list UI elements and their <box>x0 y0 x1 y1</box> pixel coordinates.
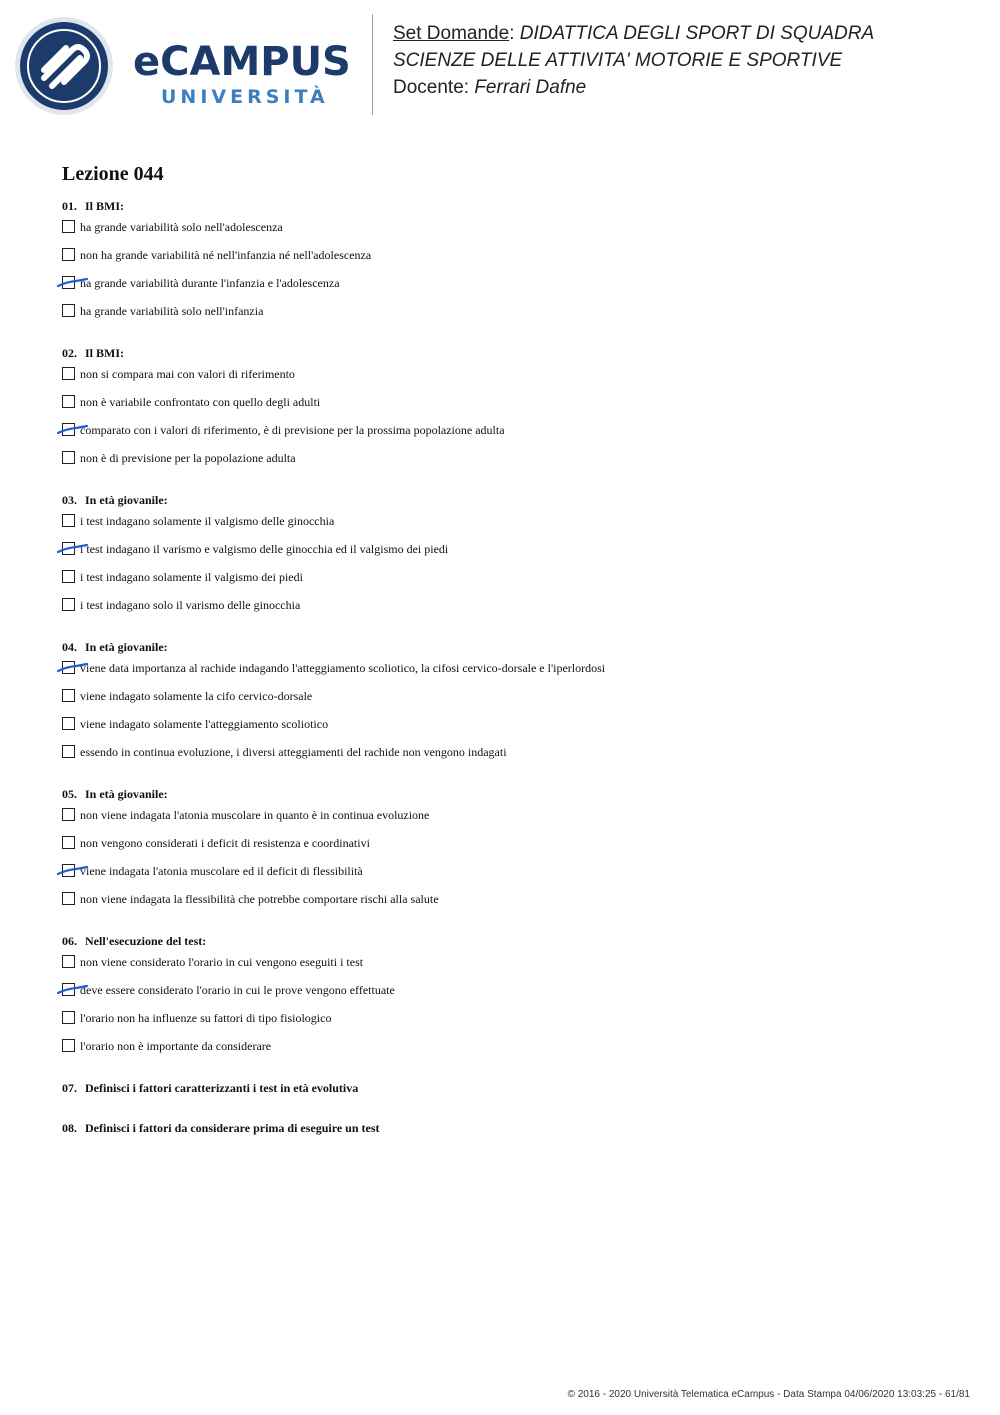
checkbox[interactable] <box>62 689 75 702</box>
checkbox[interactable] <box>62 836 75 849</box>
question-number: 03. <box>62 493 77 507</box>
answer-text: viene data importanza al rachide indagando l'atteggiamento scoliotico, la cifosi cervico-dorsale e l'iperlordosi <box>80 661 606 675</box>
pen-mark-icon <box>56 276 92 290</box>
teacher-name: Ferrari Dafne <box>474 77 587 98</box>
answer-option <box>62 512 962 540</box>
answer-option <box>62 715 962 743</box>
answer-text: i test indagano il varismo e valgismo delle ginocchia ed il valgismo dei piedi <box>80 542 449 556</box>
checkbox[interactable] <box>62 514 75 527</box>
answer-text: viene indagato solamente l'atteggiamento scoliotico <box>80 717 329 731</box>
question-number: 02. <box>62 346 77 360</box>
question-list <box>62 196 962 1158</box>
answer-option <box>62 1009 962 1037</box>
question <box>62 1078 962 1118</box>
question-title <box>62 490 962 512</box>
checkbox[interactable] <box>62 808 75 821</box>
question-text: In età giovanile: <box>85 787 168 801</box>
answer-text: l'orario non è importante da considerare <box>80 1039 272 1053</box>
checkbox[interactable] <box>62 745 75 758</box>
checkbox[interactable] <box>62 451 75 464</box>
question <box>62 931 962 1078</box>
question-text: In età giovanile: <box>85 493 168 507</box>
checkbox[interactable] <box>62 570 75 583</box>
header-teacher-line <box>393 76 993 103</box>
teacher-label: Docente: <box>393 77 475 98</box>
checkbox[interactable] <box>62 1011 75 1024</box>
answer-text: i test indagano solo il varismo delle ginocchia <box>80 598 301 612</box>
answer-text: deve essere considerato l'orario in cui le prove vengono effettuate <box>80 983 395 997</box>
header-set-line <box>393 22 993 49</box>
answer-text: i test indagano solamente il valgismo dei piedi <box>80 570 303 584</box>
checkbox[interactable] <box>62 248 75 261</box>
degree-name: SCIENZE DELLE ATTIVITA' MOTORIE E SPORTIVE <box>393 50 843 71</box>
answer-option <box>62 953 962 981</box>
answer-text: comparato con i valori di riferimento, è di previsione per la prossima popolazione adulta <box>80 423 505 437</box>
answer-text: non vengono considerati i deficit di resistenza e coordinativi <box>80 836 370 850</box>
answer-option <box>62 862 962 890</box>
question <box>62 196 962 343</box>
question-text: In età giovanile: <box>85 640 168 654</box>
question-title <box>62 1118 962 1158</box>
ecampus-roundel-icon <box>14 16 114 116</box>
pen-mark-icon <box>56 661 92 675</box>
answer-option <box>62 246 962 274</box>
answer-option <box>62 981 962 1009</box>
question-title <box>62 637 962 659</box>
checkbox[interactable] <box>62 598 75 611</box>
answer-option <box>62 365 962 393</box>
brand-wordmark <box>133 40 363 112</box>
set-label: Set Domande <box>393 23 510 44</box>
answer-option <box>62 806 962 834</box>
question-text: Definisci i fattori caratterizzanti i test in età evolutiva <box>85 1081 359 1095</box>
checkbox[interactable] <box>62 955 75 968</box>
answer-option <box>62 743 962 771</box>
question-text: Il BMI: <box>85 346 124 360</box>
answer-text: non si compara mai con valori di riferimento <box>80 367 295 381</box>
answer-option <box>62 421 962 449</box>
answer-text: non è variabile confrontato con quello degli adulti <box>80 395 321 409</box>
question-title <box>62 784 962 806</box>
question <box>62 343 962 490</box>
answer-text: ha grande variabilità solo nell'infanzia <box>80 304 264 318</box>
pen-mark-icon <box>56 423 92 437</box>
brand-main-text: eCAMPUS <box>133 39 351 85</box>
question <box>62 490 962 637</box>
header-info <box>393 22 993 103</box>
question-title <box>62 931 962 953</box>
pen-mark-icon <box>56 864 92 878</box>
checkbox[interactable] <box>62 367 75 380</box>
answer-text: non è di previsione per la popolazione adulta <box>80 451 296 465</box>
question-number: 07. <box>62 1081 77 1095</box>
question-number: 08. <box>62 1121 77 1135</box>
checkbox[interactable] <box>62 395 75 408</box>
checkbox[interactable] <box>62 717 75 730</box>
answer-option <box>62 890 962 918</box>
answer-option <box>62 1037 962 1065</box>
question <box>62 637 962 784</box>
question <box>62 784 962 931</box>
question <box>62 1118 962 1158</box>
question-number: 06. <box>62 934 77 948</box>
question-text: Nell'esecuzione del test: <box>85 934 207 948</box>
answer-option <box>62 540 962 568</box>
question-text: Il BMI: <box>85 199 124 213</box>
answer-option <box>62 274 962 302</box>
checkbox[interactable] <box>62 220 75 233</box>
pen-mark-icon <box>56 983 92 997</box>
checkbox[interactable] <box>62 892 75 905</box>
header-divider <box>372 14 373 115</box>
answer-option <box>62 596 962 624</box>
answer-text: i test indagano solamente il valgismo delle ginocchia <box>80 514 335 528</box>
answer-text: l'orario non ha influenze su fattori di tipo fisiologico <box>80 1011 332 1025</box>
answer-option <box>62 218 962 246</box>
question-number: 05. <box>62 787 77 801</box>
answer-text: viene indagato solamente la cifo cervico-dorsale <box>80 689 313 703</box>
course-name: DIDATTICA DEGLI SPORT DI SQUADRA <box>519 23 875 44</box>
answer-option <box>62 449 962 477</box>
answer-text: non ha grande variabilità né nell'infanzia né nell'adolescenza <box>80 248 372 262</box>
answer-text: non viene indagata l'atonia muscolare in quanto è in continua evoluzione <box>80 808 430 822</box>
set-separator: : <box>509 23 520 44</box>
answer-text: essendo in continua evoluzione, i diversi atteggiamenti del rachide non vengono indagati <box>80 745 507 759</box>
question-title <box>62 1078 962 1118</box>
answer-option <box>62 834 962 862</box>
question-number: 04. <box>62 640 77 654</box>
checkbox[interactable] <box>62 1039 75 1052</box>
answer-option <box>62 568 962 596</box>
lesson-title: Lezione 044 <box>62 163 164 185</box>
question-title <box>62 196 962 218</box>
answer-text: ha grande variabilità durante l'infanzia e l'adolescenza <box>80 276 340 290</box>
checkbox[interactable] <box>62 304 75 317</box>
question-number: 01. <box>62 199 77 213</box>
question-title <box>62 343 962 365</box>
answer-option <box>62 393 962 421</box>
page-footer: © 2016 - 2020 Università Telematica eCampus - Data Stampa 04/06/2020 13:03:25 - 61/81 <box>567 1389 970 1400</box>
answer-option <box>62 687 962 715</box>
answer-text: ha grande variabilità solo nell'adolescenza <box>80 220 283 234</box>
brand-sub-text: UNIVERSITÀ <box>161 86 329 108</box>
answer-option <box>62 302 962 330</box>
answer-text: viene indagata l'atonia muscolare ed il deficit di flessibilità <box>80 864 363 878</box>
answer-text: non viene considerato l'orario in cui vengono eseguiti i test <box>80 955 364 969</box>
question-text: Definisci i fattori da considerare prima di eseguire un test <box>85 1121 380 1135</box>
answer-text: non viene indagata la flessibilità che potrebbe comportare rischi alla salute <box>80 892 439 906</box>
pen-mark-icon <box>56 542 92 556</box>
answer-option <box>62 659 962 687</box>
